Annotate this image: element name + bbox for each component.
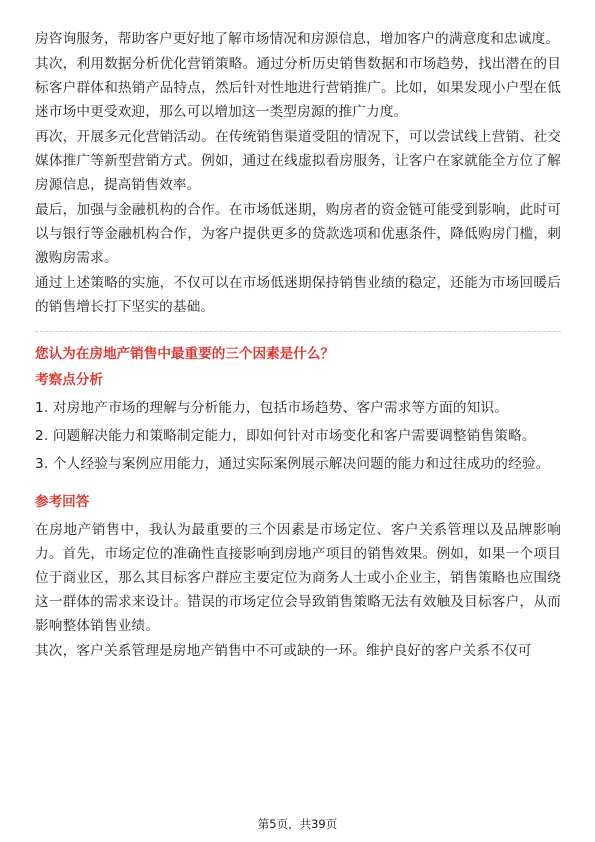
answer-title: 参考回答 [35, 494, 90, 510]
paragraph: 房咨询服务，帮助客户更好地了解市场情况和房源信息，增加客户的满意度和忠诚度。 [35, 31, 560, 47]
analysis-item: 2. 问题解决能力和策略制定能力，即如何针对市场变化和客户需要调整销售策略。 [35, 428, 536, 444]
analysis-title: 考察点分析 [35, 372, 103, 388]
paragraph: 最后，加强与金融机构的合作。在市场低迷期，购房者的资金链可能受到影响，此时可以与银行等金融机构合作，为客户提供更多的贷款选项和优惠条件，降低购房门槛，刺激购房需求。 [35, 202, 561, 266]
section-divider [35, 331, 561, 332]
paragraph: 通过上述策略的实施，不仅可以在市场低迷期保持销售业绩的稳定，还能为市场回暖后的销售增长打下坚实的基础。 [35, 275, 561, 315]
page-footer: 第5页，共39页 [257, 817, 338, 831]
answer-paragraph: 其次，客户关系管理是房地产销售中不可或缺的一环。维护良好的客户关系不仅可 [35, 643, 532, 659]
paragraph: 再次，开展多元化营销活动。在传统销售渠道受阻的情况下，可以尝试线上营销、社交媒体推广等新型营销方式。例如，通过在线虚拟看房服务，让客户在家就能全方位了解房源信息，提高销售效率。 [35, 129, 561, 193]
analysis-item: 3. 个人经验与案例应用能力，通过实际案例展示解决问题的能力和过往成功的经验。 [35, 456, 550, 472]
paragraph: 其次，利用数据分析优化营销策略。通过分析历史销售数据和市场趋势，找出潜在的目标客户群体和热销产品特点，然后针对性地进行营销推广。比如，如果发现小户型在低迷市场中更受欢迎，那么可以增加这一类型房源的推广力度。 [35, 56, 561, 120]
question-heading: 您认为在房地产销售中最重要的三个因素是什么？ [35, 346, 335, 362]
page-content [35, 27, 561, 664]
analysis-item: 1. 对房地产市场的理解与分析能力，包括市场趋势、客户需求等方面的知识。 [35, 400, 509, 416]
answer-paragraph: 在房地产销售中，我认为最重要的三个因素是市场定位、客户关系管理以及品牌影响力。首先，市场定位的准确性直接影响到房地产项目的销售效果。例如，如果一个项目位于商业区，那么其目标客户群应主要定位为商务人士或小企业主，销售策略也应围绕这一群体的需求来设计。错误的市场定位会导致销售策略无法有效触及目标客户，从而影响整体销售业绩。 [35, 522, 561, 634]
spacer [35, 480, 561, 490]
